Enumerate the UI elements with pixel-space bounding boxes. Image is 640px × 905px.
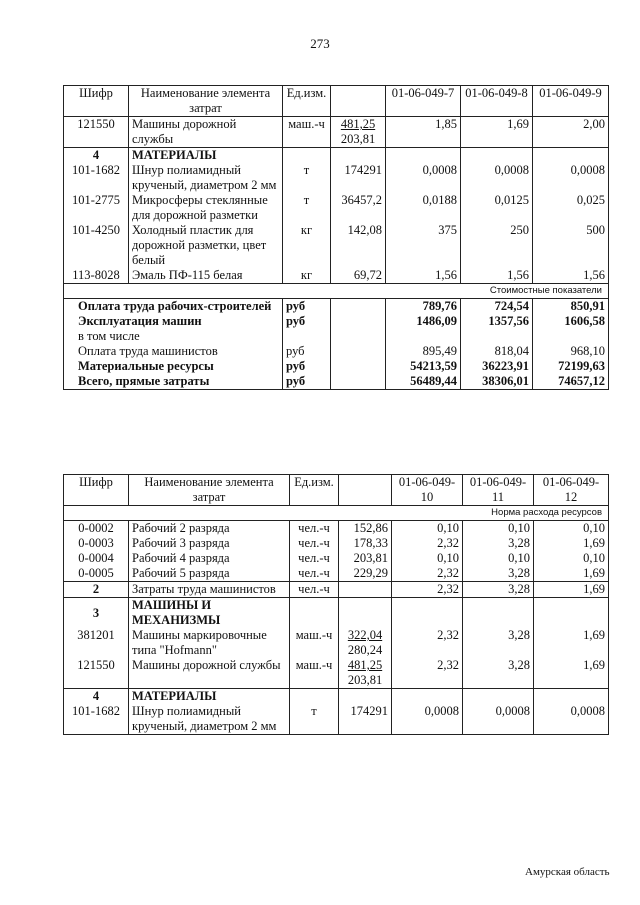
row-value-3: 0,0008 — [533, 163, 609, 193]
table-row — [64, 658, 609, 689]
row-value-3: 0,025 — [533, 193, 609, 223]
cost-value-2: 818,04 — [461, 344, 533, 359]
table-row — [64, 193, 609, 223]
cost-value-1: 895,49 — [386, 344, 461, 359]
row-price — [339, 582, 392, 598]
cost-value-2: 1357,56 — [461, 314, 533, 329]
row-value-3: 1,69 — [534, 566, 609, 582]
row-value-3: 500 — [533, 223, 609, 268]
table-header-row — [64, 86, 609, 117]
row-value-1: 0,0188 — [386, 193, 461, 223]
row-name: Машины маркировочные типа "Hofmann" — [129, 628, 290, 658]
row-unit: чел.-ч — [290, 582, 339, 598]
cost-unit — [283, 329, 331, 344]
cost-value-3 — [533, 329, 609, 344]
cost-value-1: 789,76 — [386, 299, 461, 315]
section-title: МАТЕРИАЛЫ — [129, 148, 283, 164]
cost-value-1 — [386, 329, 461, 344]
price-top: 481,25 — [347, 658, 383, 672]
row-code: 101-2775 — [64, 193, 129, 223]
cost-row — [64, 299, 609, 315]
table-row — [64, 223, 609, 268]
page-number: 273 — [310, 36, 330, 51]
header-price — [339, 475, 392, 506]
header-col-12: 01-06-049-12 — [534, 475, 609, 506]
row-unit: т — [283, 163, 331, 193]
row-unit: чел.-ч — [290, 536, 339, 551]
cost-section-label: Стоимостные показатели — [64, 284, 609, 299]
row-price: 203,81 — [339, 551, 392, 566]
cost-unit: руб — [283, 344, 331, 359]
cost-label: Оплата труда рабочих-строителей — [64, 299, 283, 315]
table-row — [64, 268, 609, 284]
header-col-9: 01-06-049-9 — [533, 86, 609, 117]
row-name: Шнур полиамидный крученый, диаметром 2 мм — [129, 163, 283, 193]
cost-label: Эксплуатация машин — [64, 314, 283, 329]
cost-row — [64, 359, 609, 374]
row-value-2: 3,28 — [463, 658, 534, 689]
row-price: 142,08 — [331, 223, 386, 268]
row-name: Микросферы стеклянные для дорожной разметки — [129, 193, 283, 223]
row-name: Шнур полиамидный крученый, диаметром 2 мм — [129, 704, 290, 735]
row-code: 101-1682 — [64, 163, 129, 193]
cost-unit: руб — [283, 359, 331, 374]
cost-label: Материальные ресурсы — [64, 359, 283, 374]
row-value-3: 1,56 — [533, 268, 609, 284]
row-value-1: 375 — [386, 223, 461, 268]
cost-value-3: 72199,63 — [533, 359, 609, 374]
table-row — [64, 521, 609, 537]
row-price — [339, 628, 392, 658]
table-header-row — [64, 475, 609, 506]
price-bottom: 203,81 — [347, 673, 383, 687]
resource-table-2 — [63, 474, 609, 735]
cost-value-2: 38306,01 — [461, 374, 533, 390]
row-code: 2 — [64, 582, 129, 598]
table-row — [64, 566, 609, 582]
cost-value-1: 1486,09 — [386, 314, 461, 329]
section-number: 4 — [64, 689, 129, 705]
cost-value-2 — [461, 329, 533, 344]
footer-region: Амурская область — [525, 866, 610, 878]
header-col-7: 01-06-049-7 — [386, 86, 461, 117]
row-price: 174291 — [331, 163, 386, 193]
cost-value-2: 724,54 — [461, 299, 533, 315]
row-code: 0-0002 — [64, 521, 129, 537]
row-name: Машины дорожной службы — [129, 117, 283, 148]
row-name: Рабочий 2 разряда — [129, 521, 290, 537]
row-value-2: 0,10 — [463, 521, 534, 537]
norm-section-label-row — [64, 506, 609, 521]
price-top: 322,04 — [347, 628, 383, 642]
row-value-1: 1,56 — [386, 268, 461, 284]
row-value-1: 2,32 — [392, 566, 463, 582]
row-code: 381201 — [64, 628, 129, 658]
row-value-2: 3,28 — [463, 582, 534, 598]
section-number: 3 — [64, 598, 129, 629]
row-value-2: 0,0008 — [463, 704, 534, 735]
header-name: Наименование элемента затрат — [129, 86, 283, 117]
section-header-materials — [64, 689, 609, 705]
row-name: Машины дорожной службы — [129, 658, 290, 689]
row-code: 121550 — [64, 658, 129, 689]
row-price — [331, 117, 386, 148]
cost-row — [64, 344, 609, 359]
row-value-3: 1,69 — [534, 658, 609, 689]
row-code: 101-1682 — [64, 704, 129, 735]
row-code: 121550 — [64, 117, 129, 148]
header-unit: Ед.изм. — [283, 86, 331, 117]
header-col-10: 01-06-049-10 — [392, 475, 463, 506]
row-name: Холодный пластик для дорожной разметки, цвет белый — [129, 223, 283, 268]
section-title: МАТЕРИАЛЫ — [129, 689, 290, 705]
row-name: Рабочий 4 разряда — [129, 551, 290, 566]
row-value-2: 1,56 — [461, 268, 533, 284]
row-price — [339, 658, 392, 689]
row-value-1: 2,32 — [392, 582, 463, 598]
header-name: Наименование элемента затрат — [129, 475, 290, 506]
cost-row — [64, 374, 609, 390]
header-price — [331, 86, 386, 117]
cost-value-2: 36223,91 — [461, 359, 533, 374]
row-code: 0-0005 — [64, 566, 129, 582]
row-unit: чел.-ч — [290, 566, 339, 582]
cost-label: Оплата труда машинистов — [64, 344, 283, 359]
operators-row — [64, 582, 609, 598]
header-code: Шифр — [64, 475, 129, 506]
row-unit: маш.-ч — [283, 117, 331, 148]
row-price: 69,72 — [331, 268, 386, 284]
row-price: 174291 — [339, 704, 392, 735]
table-row — [64, 704, 609, 735]
cost-value-1: 56489,44 — [386, 374, 461, 390]
row-value-1: 1,85 — [386, 117, 461, 148]
row-name: Затраты труда машинистов — [129, 582, 290, 598]
cost-value-3: 74657,12 — [533, 374, 609, 390]
table-row — [64, 628, 609, 658]
row-price: 178,33 — [339, 536, 392, 551]
cost-row — [64, 314, 609, 329]
table-row — [64, 163, 609, 193]
row-unit: чел.-ч — [290, 551, 339, 566]
row-unit: чел.-ч — [290, 521, 339, 537]
row-value-1: 0,10 — [392, 521, 463, 537]
row-value-2: 3,28 — [463, 536, 534, 551]
cost-row — [64, 329, 609, 344]
row-code: 0-0004 — [64, 551, 129, 566]
row-value-1: 0,0008 — [392, 704, 463, 735]
header-code: Шифр — [64, 86, 129, 117]
price-top: 481,25 — [340, 117, 376, 131]
section-number: 4 — [64, 148, 129, 164]
cost-label: в том числе — [64, 329, 283, 344]
header-unit: Ед.изм. — [290, 475, 339, 506]
row-value-2: 0,0008 — [461, 163, 533, 193]
row-value-2: 1,69 — [461, 117, 533, 148]
table-row — [64, 536, 609, 551]
row-value-2: 3,28 — [463, 566, 534, 582]
cost-unit: руб — [283, 299, 331, 315]
row-value-2: 0,10 — [463, 551, 534, 566]
price-bottom: 280,24 — [347, 643, 383, 657]
row-price: 152,86 — [339, 521, 392, 537]
row-value-2: 3,28 — [463, 628, 534, 658]
price-bottom: 203,81 — [340, 132, 376, 146]
row-value-2: 0,0125 — [461, 193, 533, 223]
header-col-8: 01-06-049-8 — [461, 86, 533, 117]
cost-section-label-row — [64, 284, 609, 299]
table-row — [64, 117, 609, 148]
cost-value-3: 1606,58 — [533, 314, 609, 329]
cost-unit: руб — [283, 314, 331, 329]
row-value-3: 1,69 — [534, 582, 609, 598]
row-value-1: 2,32 — [392, 628, 463, 658]
row-value-3: 1,69 — [534, 628, 609, 658]
cost-value-1: 54213,59 — [386, 359, 461, 374]
row-code: 113-8028 — [64, 268, 129, 284]
section-header-materials — [64, 148, 609, 164]
section-header-machines — [64, 598, 609, 629]
row-value-1: 2,32 — [392, 536, 463, 551]
row-name: Рабочий 5 разряда — [129, 566, 290, 582]
row-name: Рабочий 3 разряда — [129, 536, 290, 551]
row-code: 101-4250 — [64, 223, 129, 268]
row-name: Эмаль ПФ-115 белая — [129, 268, 283, 284]
cost-label: Всего, прямые затраты — [64, 374, 283, 390]
row-price: 229,29 — [339, 566, 392, 582]
row-value-2: 250 — [461, 223, 533, 268]
row-value-3: 1,69 — [534, 536, 609, 551]
cost-value-3: 850,91 — [533, 299, 609, 315]
row-code: 0-0003 — [64, 536, 129, 551]
row-unit: маш.-ч — [290, 658, 339, 689]
row-unit: т — [290, 704, 339, 735]
norm-section-label: Норма расхода ресурсов — [64, 506, 609, 521]
row-unit: кг — [283, 223, 331, 268]
cost-unit: руб — [283, 374, 331, 390]
header-col-11: 01-06-049-11 — [463, 475, 534, 506]
row-value-1: 0,0008 — [386, 163, 461, 193]
row-price: 36457,2 — [331, 193, 386, 223]
row-value-3: 0,10 — [534, 521, 609, 537]
row-value-3: 2,00 — [533, 117, 609, 148]
row-unit: т — [283, 193, 331, 223]
row-value-3: 0,0008 — [534, 704, 609, 735]
row-value-1: 0,10 — [392, 551, 463, 566]
row-value-1: 2,32 — [392, 658, 463, 689]
cost-value-3: 968,10 — [533, 344, 609, 359]
row-unit: кг — [283, 268, 331, 284]
resource-table-1 — [63, 85, 609, 390]
row-value-3: 0,10 — [534, 551, 609, 566]
section-title: МАШИНЫ И МЕХАНИЗМЫ — [129, 598, 290, 629]
row-unit: маш.-ч — [290, 628, 339, 658]
table-row — [64, 551, 609, 566]
